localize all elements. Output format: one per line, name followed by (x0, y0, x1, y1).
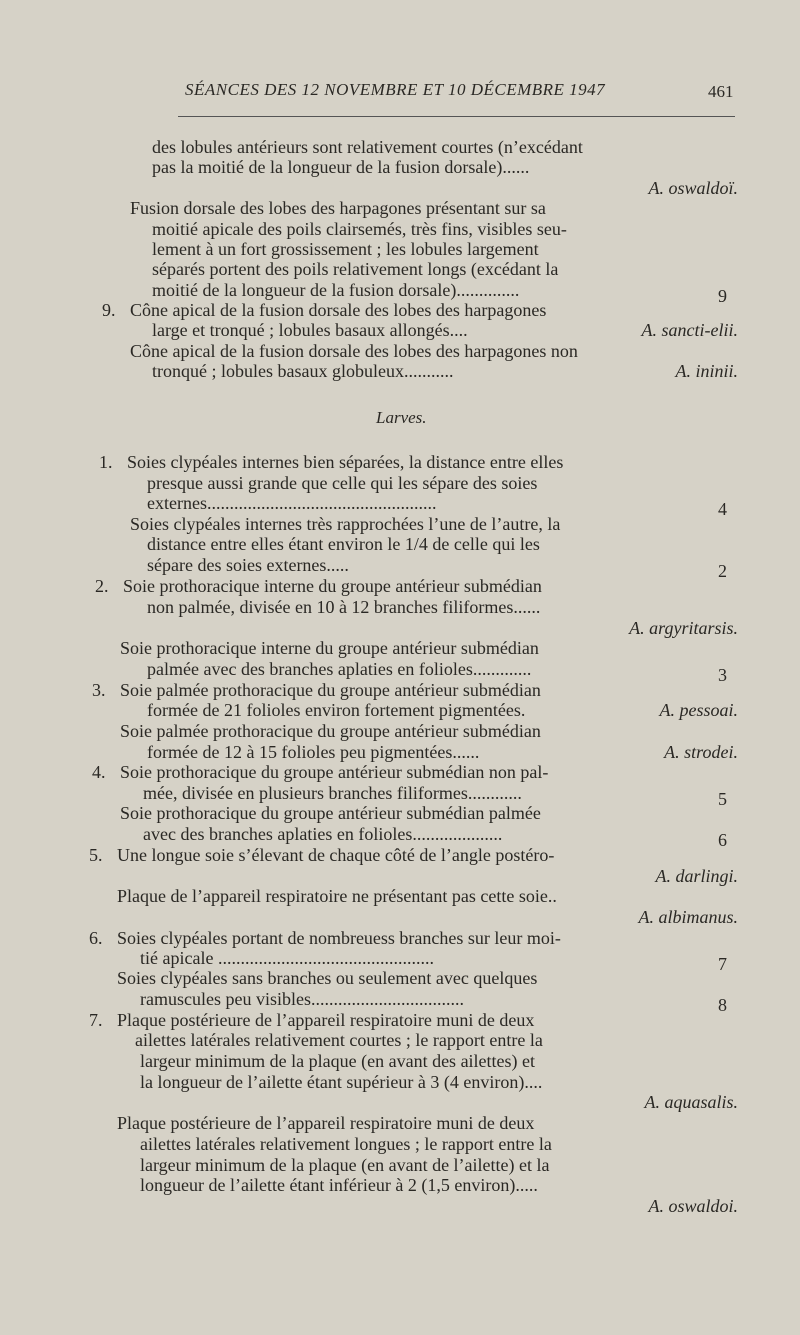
key-line: presque aussi grande que celle qui les sépare des soies (147, 473, 538, 493)
key-line: Soie prothoracique du groupe antérieur submédian non pal- (120, 762, 549, 782)
key-line: Soie palmée prothoracique du groupe antérieur submédian (120, 680, 541, 700)
couplet-number: 3. (92, 680, 106, 700)
key-line: largeur minimum de la plaque (en avant de l’ailette) et la (140, 1155, 550, 1175)
key-line: avec des branches aplaties en folioles.................... (143, 824, 503, 844)
species-name: A. darlingi. (655, 866, 738, 886)
couplet-number: 4. (92, 762, 106, 782)
species-name: A. albimanus. (638, 907, 738, 927)
key-line: Plaque de l’appareil respiratoire ne présentant pas cette soie.. (117, 886, 557, 906)
key-line: largeur minimum de la plaque (en avant des ailettes) et (140, 1051, 536, 1071)
couplet-reference: 3 (718, 665, 727, 685)
key-line: Soies clypéales portant de nombreuess branches sur leur moi- (117, 928, 561, 948)
page-number: 461 (708, 82, 734, 101)
couplet-reference: 9 (718, 286, 727, 306)
species-name: A. oswaldoï. (648, 178, 738, 198)
species-name: A. oswaldoi. (648, 1196, 738, 1216)
key-line: externes................................................... (147, 493, 437, 513)
key-line: Soie prothoracique interne du groupe antérieur submédian (120, 638, 539, 658)
couplet-reference: 7 (718, 954, 727, 974)
key-line: Soie prothoracique du groupe antérieur submédian palmée (120, 803, 541, 823)
key-line: Une longue soie s’élevant de chaque côté de l’angle postéro- (117, 845, 555, 865)
couplet-number: 1. (99, 452, 113, 472)
key-line: palmée avec des branches aplaties en folioles............. (147, 659, 532, 679)
key-line: mée, divisée en plusieurs branches filiformes............ (143, 783, 522, 803)
couplet-reference: 2 (718, 561, 727, 581)
couplet-reference: 4 (718, 499, 727, 519)
species-name: A. ininii. (675, 361, 738, 381)
key-line: Cône apical de la fusion dorsale des lobes des harpagones non (130, 341, 578, 361)
key-line: Soies clypéales internes très rapprochées l’une de l’autre, la (130, 514, 561, 534)
key-line: large et tronqué ; lobules basaux allongés.... (152, 320, 468, 340)
species-name: A. sancti-elii. (641, 320, 738, 340)
running-header: SÉANCES DES 12 NOVEMBRE ET 10 DÉCEMBRE 1947 (185, 80, 606, 99)
key-line: moitié de la longueur de la fusion dorsale).............. (152, 280, 520, 300)
key-line: ailettes latérales relativement courtes ; le rapport entre la (135, 1030, 543, 1050)
key-line: pas la moitié de la longueur de la fusion dorsale)...... (152, 157, 530, 177)
key-line: la longueur de l’ailette étant supérieur à 3 (4 environ).... (140, 1072, 543, 1092)
header-rule (178, 116, 735, 117)
species-name: A. aquasalis. (644, 1092, 738, 1112)
key-line: formée de 21 folioles environ fortement pigmentées. (147, 700, 526, 720)
key-line: moitié apicale des poils clairsemés, très fins, visibles seu- (152, 219, 567, 239)
couplet-number: 2. (95, 576, 109, 596)
key-line: formée de 12 à 15 folioles peu pigmentées...... (147, 742, 480, 762)
couplet-number: 7. (89, 1010, 103, 1030)
key-line: Fusion dorsale des lobes des harpagones présentant sur sa (130, 198, 546, 218)
key-line: Cône apical de la fusion dorsale des lobes des harpagones (130, 300, 547, 320)
key-line: Plaque postérieure de l’appareil respiratoire muni de deux (117, 1010, 535, 1030)
key-line: tronqué ; lobules basaux globuleux........... (152, 361, 454, 381)
couplet-number: 5. (89, 845, 103, 865)
key-line: ailettes latérales relativement longues ; le rapport entre la (140, 1134, 552, 1154)
key-line: Soie prothoracique interne du groupe antérieur submédian (123, 576, 542, 596)
key-line: tié apicale ................................................ (140, 948, 434, 968)
species-name: A. argyritarsis. (629, 618, 738, 638)
couplet-reference: 6 (718, 830, 727, 850)
species-name: A. strodei. (664, 742, 738, 762)
key-line: non palmée, divisée en 10 à 12 branches filiformes...... (147, 597, 541, 617)
couplet-number: 6. (89, 928, 103, 948)
key-line: longueur de l’ailette étant inférieur à 2 (1,5 environ)..... (140, 1175, 538, 1195)
key-line: lement à un fort grossissement ; les lobules largement (152, 239, 539, 259)
key-line: séparés portent des poils relativement longs (excédant la (152, 259, 559, 279)
key-line: Plaque postérieure de l’appareil respiratoire muni de deux (117, 1113, 535, 1133)
key-line: Soies clypéales sans branches ou seulement avec quelques (117, 968, 538, 988)
species-name: A. pessoai. (659, 700, 738, 720)
couplet-reference: 8 (718, 995, 727, 1015)
key-line: Soie palmée prothoracique du groupe antérieur submédian (120, 721, 541, 741)
key-line: distance entre elles étant environ le 1/4 de celle qui les (147, 534, 540, 554)
couplet-reference: 5 (718, 789, 727, 809)
key-line: Soies clypéales internes bien séparées, la distance entre elles (127, 452, 564, 472)
key-line: des lobules antérieurs sont relativement courtes (n’excédant (152, 137, 583, 157)
key-line: ramuscules peu visibles.................................. (140, 989, 464, 1009)
couplet-number: 9. (102, 300, 116, 320)
key-line: sépare des soies externes..... (147, 555, 349, 575)
section-heading: Larves. (376, 408, 427, 427)
